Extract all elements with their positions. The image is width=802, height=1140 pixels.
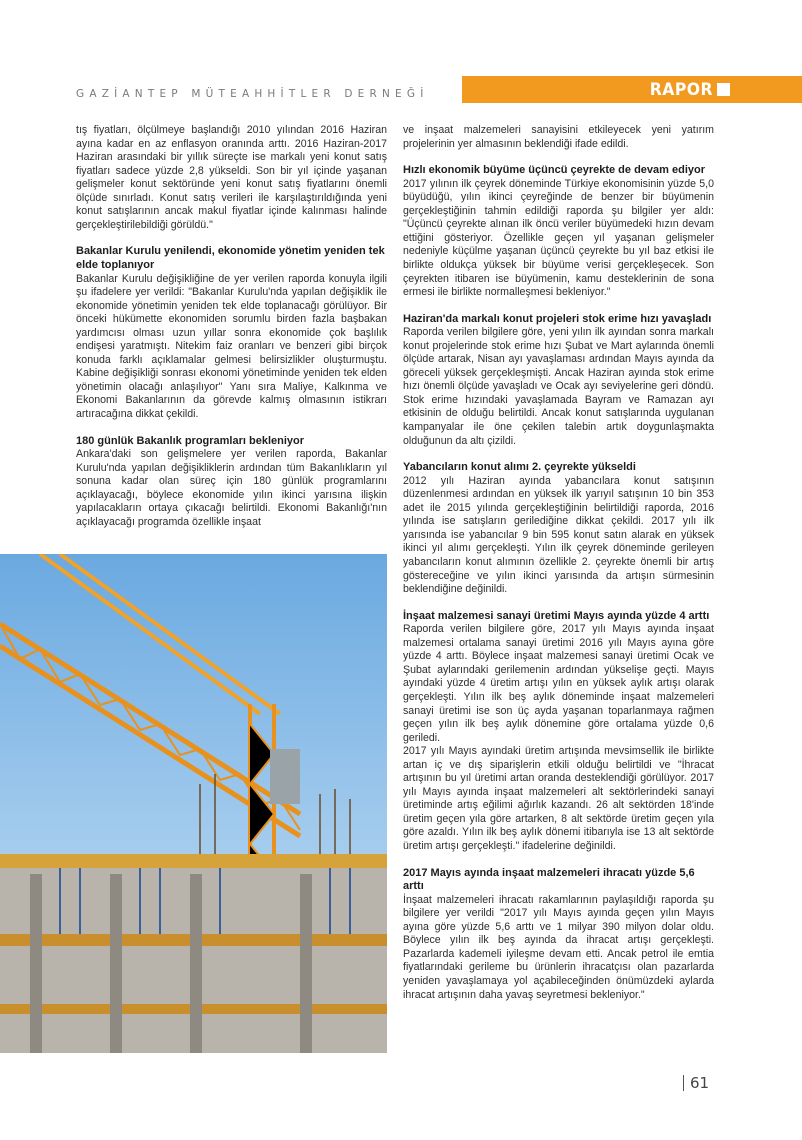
page-number-divider xyxy=(683,1075,684,1091)
section-label: RAPOR xyxy=(650,79,714,100)
section-paragraph: 2017 yılının ilk çeyrek döneminde Türkiye ekonomisinin yüzde 5,0 büyüdüğü, yılın ikinci çeyreğinde de benzer bir büyümenin gerçekleştiğinin tahmin edildiği raporda şu bilgiler yer aldı: "Üçüncü çeyrekte alınan ilk öncü veriler büyümedeki hızın devam ettiğini gösteriyor. Özellikle geçen yıl yaşanan gelişmeler nedeniyle küçülme yaşanan üçüncü çeyrekte bu yıl baz etkisi ile birlikte oldukça yüksek bir büyüme verisi gerçekleşecek. Son çeyrekten itibaren ise büyümenin, kamu desteklerinin de sona ermesi ile birlikte normalleşmesi bekleniyor." xyxy=(403,177,714,299)
construction-photo-illustration xyxy=(0,554,387,1053)
section-paragraph: Raporda verilen bilgilere göre, 2017 yılı Mayıs ayında inşaat malzemesi ortalama sanayi üretimi 2016 yılı Mayıs ayına göre yüzde 4 arttı. Böylece inşaat malzemesi sanayi üretimi Ocak ve Şubat aylarındaki gerilemenin ardından yükselişe geçti. Mayıs ayındaki yüzde 4 üretim artışı yılın en yüksek aylık artışı olarak gerçekleşti. Yılın ilk beş aylık döneminde inşaat malzemeleri sanayi üretimi ise son üç ayda yaşanan toparlanmaya rağmen geçen yılın ilk beş aylık dönemine göre ortalama yüzde 0,6 geriledi. xyxy=(403,623,714,744)
right-column xyxy=(403,124,714,1002)
section-heading: İnşaat malzemesi sanayi üretimi Mayıs ayında yüzde 4 arttı xyxy=(403,609,710,622)
section-banner xyxy=(462,76,802,103)
intro-paragraph: ve inşaat malzemeleri sanayisini etkileyecek yeni yatırım projelerinin yer almasının beklendiği ifade edildi. xyxy=(403,124,714,150)
section-paragraph: Ankara'daki son gelişmelere yer verilen raporda, Bakanlar Kurulu'nda yapılan değişikliklerin ardından tüm Bakanlıkların yıl sonuna kadar olan süreç için 180 günlük programlarını açıklayacağı, böylece ekonomide yılın ikinci yarısına ilişkin yapılacakların ortaya çıkacağı belirtildi. Ekonomi Bakanlığı'nın açıklayacağı programda özellikle inşaat xyxy=(76,448,387,528)
section-heading: Haziran'da markalı konut projeleri stok erime hızı yavaşladı xyxy=(403,312,712,325)
section-paragraph: İnşaat malzemeleri ihracatı rakamlarının paylaşıldığı raporda şu bilgilere yer verildi "2017 yılı Mayıs ayında geçen yılın Mayıs ayına göre yüzde 5,6 arttı ve 1 milyar 390 milyon dolar oldu. Böylece yılın ilk beş ayında da ihracat artışı gerçekleşti. Pazarlarda kademeli iyileşme devam etti. Ancak petrol ile emtia fiyatlarındaki gerileme bu ürünlerin ihracatçısı olan pazarlarda yeniden yavaşlamaya yol açabileceğinden önümüzdeki aylarda ihracat artışının daha yavaş seyretmesi bekleniyor." xyxy=(403,893,714,1001)
section-heading: Yabancıların konut alımı 2. çeyrekte yükseldi xyxy=(403,461,636,474)
section-heading: 2017 Mayıs ayında inşaat malzemeleri ihracatı yüzde 5,6 arttı xyxy=(403,866,695,893)
section-paragraph: Bakanlar Kurulu değişikliğine de yer verilen raporda konuyla ilgili şu ifadelere yer verildi: "Bakanlar Kurulu'nda yapılan değişiklik ile ekonomide yönetimin yeniden tek elde toplanacağı görülüyor. Bir önceki hükümette ekonomiden sorumlu birden fazla başbakan yardımcısı olması uzun yıllar sonra ekonomide çok başlılık endişesi yaratmıştı. Nitekim faiz oranları ve benzeri gibi birçok konuda farklı açıklamalar gelmesi belirsizlikler oluşturmuştu. Kabine değişikliği sonrası ekonomi yönetiminde yeniden tek elden yönetimin olacağı anlaşılıyor" Yanı sıra Maliye, Kalkınma ve Ekonomi Bakanlarının da görevde kalmış olmasının istikrarı artıracağına dikkat çekildi. xyxy=(76,272,387,421)
left-column xyxy=(76,124,387,529)
page-number: 61 xyxy=(690,1074,710,1092)
section-heading: Hızlı ekonomik büyüme üçüncü çeyrekte de devam ediyor xyxy=(403,164,705,177)
section-heading: 180 günlük Bakanlık programları bekleniyor xyxy=(76,434,305,447)
intro-paragraph: tış fiyatları, ölçülmeye başlandığı 2010 yılından 2016 Haziran ayına kadar en az enflasyon oranında arttı. 2016 Haziran-2017 Haziran arasındaki bir yıllık süreçte ise markalı yeni konut satış fiyatları sadece yüzde 2,8 yükseldi. Son bir yıl içinde yaşanan gelişmeler konut sektöründe yeni konut satış fiyatlarını önemli ölçüde sınırladı. Konut satış verileri ile karşılaştırıldığında yeni konut satışlarının ancak makul fiyatlar içinde kalınması halinde gerçekleştirilebildiği görüldü." xyxy=(76,124,387,231)
section-paragraph: 2017 yılı Mayıs ayındaki üretim artışında mevsimsellik ile birlikte artan iç ve dış siparişlerin etkili olduğu belirtildi ve "İhracat artışının bu yıl üretimi artan oranda desteklendiği görülüyor. 2017 yılı Mayıs ayında inşaat malzemeleri alt sektörlerindeki sanayi üretiminde artış eğilimi ağırlık kazandı. 26 alt sektörden 18'inde üretim geçen yıla göre artarken, 8 alt sektörde üretim geçen yıla göre azaldı. Yılın ilk beş aylık dönemi itibarıyla ise 13 alt sektörde üretim artışı gerçekleşti." ifadelerine değinildi. xyxy=(403,745,714,852)
section-paragraph: 2012 yılı Haziran ayında yabancılara konut satışının düzenlenmesi ardından en yüksek ilk yarıyıl satışının 10 bin 353 adet ile 2015 yılında gerçekleştiğinin belirtildiği raporda, 2016 yılında ise satışların gerilediğine dikkat çekildi. 2017 yılı ilk yarısında ise yabancılar 9 bin 595 konut satın alarak en yüksek ikinci yıl alımı gerçekleşti. Yılın ilk çeyrek döneminde gerileyen yabancıların konut alımının özellikle 2. çeyrekte önemli bir artış göstereceğine ve yılın ikinci yarısında da artışın sürmesinin beklendiğine değinildi. xyxy=(403,474,714,596)
section-paragraph: Raporda verilen bilgilere göre, yeni yılın ilk ayından sonra markalı konut projelerinde stok erime hızı Şubat ve Mart aylarında önemli ölçüde artarak, Nisan ayı yavaşlaması ardından Mayıs ayında da göreceli yüksek gerçekleşmişti. Ancak Haziran ayında stok erime hızı önemli ölçüde yavaşladı ve Ocak ayı seviyelerine geri döndü. Stok erime hızındaki yavaşlamada Bayram ve Ramazan ayı etkisinin de olduğu belirtildi. Ancak konut satışlarında uygulanan kampanyalar ile öne çekilen talebin artık doygunlaşmakta olduğunun da altı çizildi. xyxy=(403,326,714,447)
construction-crane-photo xyxy=(0,554,387,1053)
section-heading: Bakanlar Kurulu yenilendi, ekonomide yönetim yeniden tek elde toplanıyor xyxy=(76,245,385,271)
org-header: GAZİANTEP MÜTEAHHİTLER DERNEĞİ xyxy=(76,88,429,100)
section-square-icon xyxy=(717,83,730,96)
